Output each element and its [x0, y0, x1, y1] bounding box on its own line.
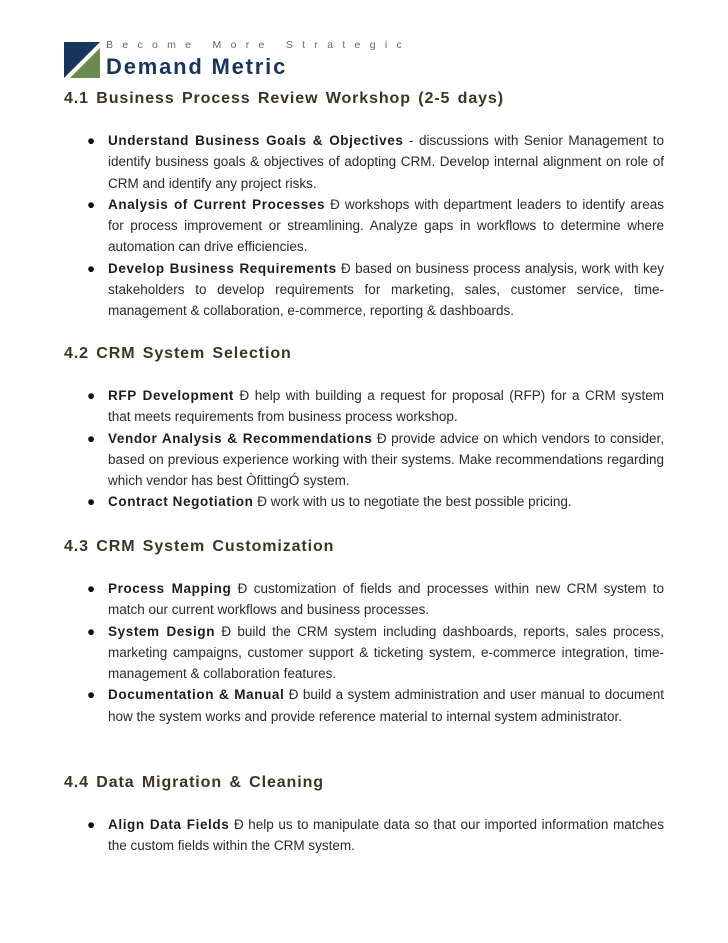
item-text: Ð based on business process analysis, work with key stakeholders to develop requirements for marketing, sales, customer service, time-management & collaboration, e-commerce, reporting & dashboards. [108, 260, 664, 319]
bullet-list [64, 385, 664, 513]
item-text: Ð build the CRM system including dashboards, reports, sales process, marketing campaigns, customer support & ticketing system, e-commerce integration, time-management & collaboration features. [108, 623, 664, 682]
section-4-2 [64, 345, 664, 513]
bullet-icon: ● [87, 388, 96, 403]
bullet-icon: ● [87, 196, 96, 212]
bullet-icon: ● [87, 494, 96, 510]
list-item [64, 385, 664, 428]
item-text: Ð build a system administration and user manual to document how the system works and provide reference material to internal system administrator. [108, 687, 664, 724]
list-item [64, 578, 664, 621]
bullet-list [64, 578, 664, 727]
item-term: System Design [108, 623, 216, 639]
bullet-icon: ● [87, 430, 96, 446]
item-text: Ð customization of fields and processes within new CRM system to match our current workflows and business processes. [108, 581, 664, 618]
bullet-icon: ● [87, 581, 96, 596]
brand-name: Demand Metric [106, 54, 288, 79]
item-term: Contract Negotiation [108, 494, 254, 510]
item-term: Analysis of Current Processes [108, 196, 326, 212]
bullet-icon: ● [87, 687, 96, 703]
list-item [64, 130, 664, 194]
list-item [64, 684, 664, 727]
brand-tagline: Become More Strategic [106, 39, 412, 51]
bullet-icon: ● [87, 817, 96, 832]
item-text: Ð help with building a request for proposal (RFP) for a CRM system that meets requirements from business process workshop. [108, 388, 664, 425]
list-item [64, 194, 664, 258]
item-term: Vendor Analysis & Recommendations [108, 430, 373, 446]
item-term: Understand Business Goals & Objectives [108, 133, 404, 148]
section-4-1 [64, 90, 664, 322]
list-item [64, 491, 664, 512]
section-heading: 4.4 Data Migration & Cleaning [64, 774, 324, 791]
bullet-icon: ● [87, 260, 96, 276]
item-text: Ð help us to manipulate data so that our imported information matches the custom fields within the CRM system. [108, 817, 665, 854]
item-term: Develop Business Requirements [108, 260, 337, 276]
bullet-icon: ● [87, 133, 96, 148]
item-term: Process Mapping [108, 581, 232, 596]
section-4-4 [64, 774, 664, 857]
list-item [64, 621, 664, 685]
demand-metric-logo-icon [64, 42, 100, 78]
item-text: Ð workshops with department leaders to identify areas for process improvement or streamlining. Analyze gaps in workflows to determine where automation can drive efficiencies. [108, 196, 664, 255]
item-text: Ð provide advice on which vendors to consider, based on previous experience working with their systems. Make recommendations regarding which vendor has best ÒfittingÓ system. [108, 430, 665, 489]
item-term: RFP Development [108, 388, 235, 403]
list-item [64, 814, 664, 857]
item-term: Align Data Fields [108, 817, 230, 832]
list-item [64, 428, 664, 492]
section-heading: 4.3 CRM System Customization [64, 538, 335, 555]
item-text: Ð work with us to negotiate the best possible pricing. [253, 494, 572, 510]
document-header [64, 38, 412, 79]
section-heading: 4.1 Business Process Review Workshop (2-5 days) [64, 90, 504, 107]
bullet-list [64, 814, 664, 857]
section-4-3 [64, 538, 664, 727]
list-item [64, 258, 664, 322]
section-heading: 4.2 CRM System Selection [64, 345, 292, 362]
bullet-icon: ● [87, 623, 96, 639]
item-term: Documentation & Manual [108, 687, 285, 703]
bullet-list [64, 130, 664, 322]
item-text: - discussions with Senior Management to identify business goals & objectives of adopting CRM. Develop internal alignment on role of CRM and identify any project risks. [108, 133, 664, 191]
